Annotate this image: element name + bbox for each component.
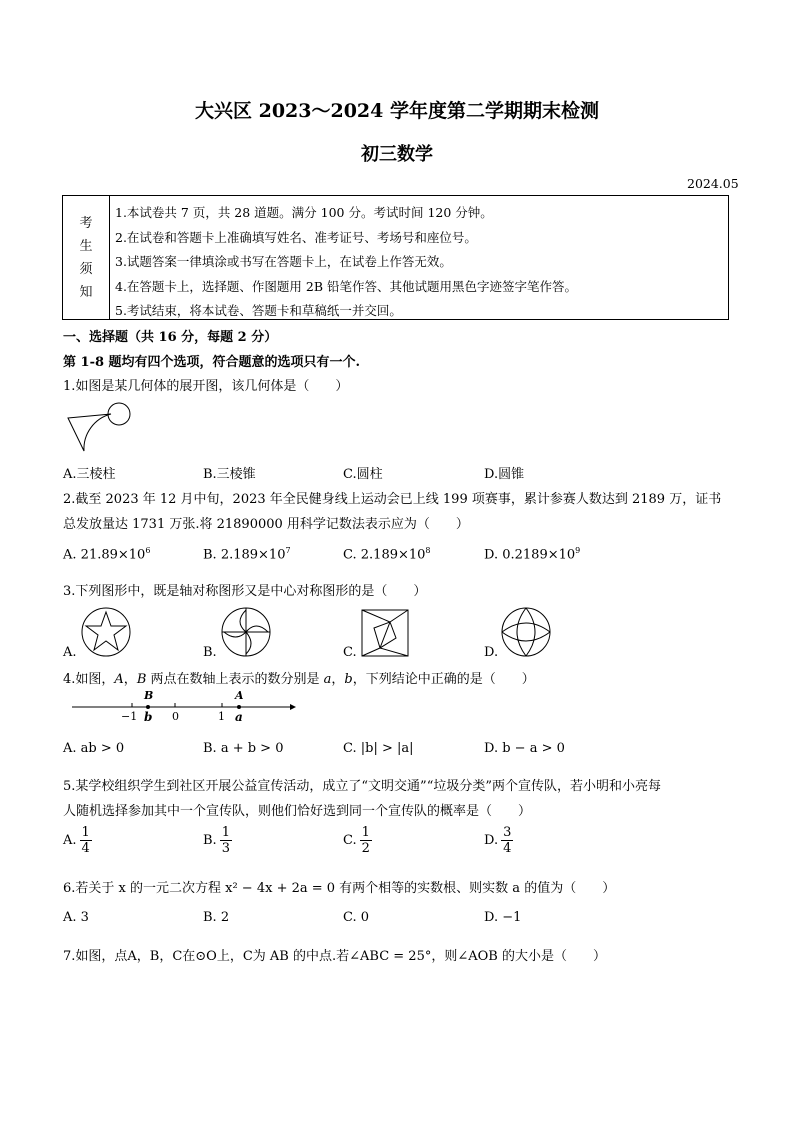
q4-number-line (70, 688, 296, 722)
q2-option-a (63, 546, 150, 562)
option-value: 0.2189×10 (502, 547, 576, 563)
option-exponent: 6 (145, 546, 151, 555)
q4-option-b: B. a + b > 0 (203, 741, 284, 756)
numberline-top-a: A (235, 689, 244, 702)
q3-stem: 3.下列图形中，既是轴对称图形又是中心对称图形的是（ ） (63, 584, 427, 599)
q5-option-a (63, 825, 92, 856)
point-a-label: A (114, 672, 124, 687)
numerator: 1 (221, 825, 230, 840)
var-b: b (344, 672, 353, 687)
numerator: 3 (503, 825, 512, 840)
notice-box (62, 195, 729, 320)
option-label: A. (63, 833, 77, 848)
stem-text: ， (331, 672, 345, 687)
numberline-bottom-a: a (235, 710, 243, 722)
page-title: 大兴区 2023～2024 学年度第二学期期末检测 (195, 100, 599, 122)
stem-text: ， (123, 672, 137, 687)
denominator: 4 (503, 841, 512, 856)
q2-option-b (203, 546, 291, 562)
tick-label: −1 (121, 710, 138, 722)
q6-option-a: A. 3 (63, 910, 89, 925)
q5-line2: 人随机选择参加其中一个宣传队，则他们恰好选到同一个宣传队的概率是（ ） (63, 804, 532, 819)
point-a-dot (237, 705, 241, 709)
q2-option-c (343, 546, 431, 562)
q3-label-a: A. (63, 645, 77, 660)
q3-figure-c-square-pattern (360, 608, 410, 658)
tick-label: 0 (172, 710, 179, 722)
circle-base (108, 403, 130, 425)
option-exponent: 9 (575, 546, 581, 555)
q2-option-d (484, 546, 580, 562)
notice-row: 3.试题答案一律填涂或书写在答题卡上，在试卷上作答无效。 (115, 254, 452, 269)
notice-side-char: 考 (79, 215, 93, 231)
q4-option-c: C. |b| > |a| (343, 741, 414, 756)
q6-option-d: D. −1 (484, 910, 522, 925)
section-subheading: 第 1-8 题均有四个选项，符合题意的选项只有一个. (63, 355, 361, 370)
denominator: 4 (81, 841, 90, 856)
q6-stem: 6.若关于 x 的一元二次方程 x² − 4x + 2a = 0 有两个相等的实数根、则实数 a 的值为（ ） (63, 881, 616, 896)
q3-label-c: C. (343, 645, 357, 660)
stem-text: 两点在数轴上表示的数分别是 (146, 672, 324, 687)
option-label: C. (343, 833, 357, 848)
notice-row: 5.考试结束，将本试卷、答题卡和草稿纸一并交回。 (115, 303, 402, 318)
q3-figure-b-pinwheel (220, 606, 272, 658)
q2-line2: 总发放量达 1731 万张.将 21890000 用科学记数法表示应为（ ） (63, 517, 469, 532)
tick-label: 1 (218, 710, 225, 722)
option-value: 2.189×10 (220, 547, 286, 563)
fraction (501, 825, 513, 856)
q3-label-b: B. (203, 645, 217, 660)
q1-option-c: C.圆柱 (343, 467, 383, 482)
q5-option-b (203, 825, 232, 856)
section-heading: 一、选择题（共 16 分，每题 2 分） (63, 330, 278, 345)
numberline-bottom-b: b (144, 710, 153, 722)
q1-stem: 1.如图是某几何体的展开图，该几何体是（ ） (63, 379, 349, 394)
page-subtitle: 初三数学 (361, 144, 433, 165)
point-b-label: B (136, 672, 147, 687)
q5-option-c (343, 825, 372, 856)
q3-figure-d-flower (500, 606, 552, 658)
option-exponent: 8 (425, 546, 431, 555)
option-label: B. (203, 547, 217, 563)
arrow-icon (290, 704, 296, 710)
q1-option-a: A.三棱柱 (63, 467, 116, 482)
option-value: 21.89×10 (80, 547, 146, 563)
notice-side-label (63, 196, 110, 319)
numerator: 1 (81, 825, 90, 840)
notice-side-char: 须 (79, 261, 93, 277)
option-value: 2.189×10 (360, 547, 426, 563)
numerator: 1 (361, 825, 370, 840)
option-label: D. (484, 833, 499, 848)
q4-option-a: A. ab > 0 (63, 741, 125, 756)
q6-option-c: C. 0 (343, 910, 370, 925)
notice-row: 2.在试卷和答题卡上准确填写姓名、准考证号、考场号和座位号。 (115, 229, 477, 245)
numberline-top-b: B (144, 689, 154, 702)
option-label: C. (343, 547, 357, 563)
q7-stem: 7.如图，点A，B，C在⊙O上，C为 AB 的中点.若∠ABC = 25°，则∠AOB 的大小是（ ） (63, 949, 606, 964)
notice-rows (115, 201, 577, 324)
stem-text: 4.如图， (63, 672, 115, 687)
q1-option-b: B.三棱锥 (203, 467, 256, 482)
notice-side-char: 知 (79, 284, 93, 300)
denominator: 3 (221, 841, 230, 856)
q3-figure-a-star-in-circle (80, 606, 132, 658)
q3-label-d: D. (484, 645, 499, 660)
q6-option-b: B. 2 (203, 910, 230, 925)
q5-line1: 5.某学校组织学生到社区开展公益宣传活动，成立了“文明交通”“垃圾分类”两个宣传队，若小明和小亮每 (63, 779, 661, 794)
point-b-dot (146, 705, 150, 709)
notice-row: 4.在答题卡上，选择题、作图题用 2B 铅笔作答、其他试题用黑色字迹签字笔作答。 (115, 278, 578, 294)
fraction (360, 825, 372, 856)
exam-date: 2024.05 (687, 176, 739, 191)
fraction (80, 825, 92, 856)
q5-option-d (484, 825, 513, 856)
q2-line1: 2.截至 2023 年 12 月中旬，2023 年全民健身线上运动会已上线 199 项赛事，累计参赛人数达到 2189 万，证书 (63, 492, 722, 507)
sector-shape (68, 414, 111, 451)
q4-stem (63, 668, 535, 687)
option-exponent: 7 (285, 546, 291, 555)
q1-option-d: D.圆锥 (484, 467, 525, 482)
denominator: 2 (361, 841, 370, 856)
fraction (220, 825, 232, 856)
notice-row: 1.本试卷共 7 页，共 28 道题。满分 100 分。考试时间 120 分钟。 (115, 205, 493, 220)
stem-text: ，下列结论中正确的是（ ） (352, 672, 535, 687)
q4-option-d: D. b − a > 0 (484, 741, 565, 756)
option-label: D. (484, 547, 499, 563)
option-label: B. (203, 833, 217, 848)
q1-net-figure (64, 400, 134, 458)
option-label: A. (63, 547, 77, 563)
notice-side-char: 生 (79, 238, 93, 254)
var-a: a (323, 672, 332, 687)
